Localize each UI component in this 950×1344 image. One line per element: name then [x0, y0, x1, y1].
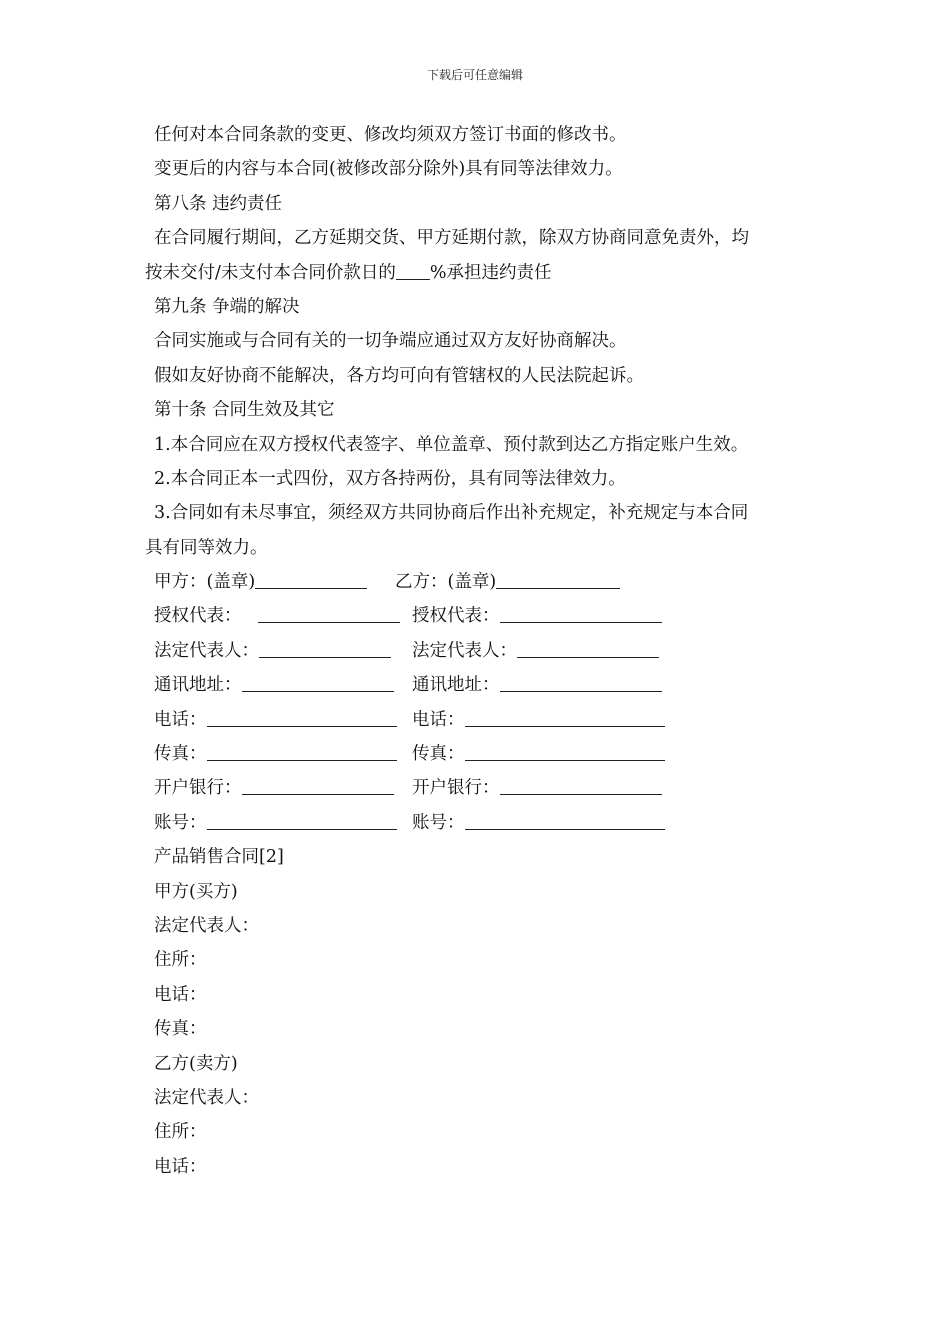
- page-header: 下载后可任意编辑: [426, 68, 523, 82]
- article-9-title: 第九条 争端的解决: [154, 296, 300, 317]
- paragraph-amendment: 任何对本合同条款的变更、修改均须双方签订书面的修改书。: [154, 125, 627, 145]
- article-10-title: 第十条 合同生效及其它: [154, 400, 335, 421]
- acct-b-blank: [465, 809, 665, 830]
- article-10-item-1: 1.本合同应在双方授权代表签字、单位盖章、预付款到达乙方指定账户生效。: [154, 434, 749, 455]
- article-8-line-2: [145, 256, 815, 290]
- seller-address: 住所：: [154, 1122, 207, 1143]
- article-9-paragraph-2: 假如友好协商不能解决，各方均可向有管辖权的人民法院起诉。: [154, 365, 644, 386]
- legal-a-blank: [259, 637, 391, 658]
- signature-row-account: [145, 806, 815, 840]
- buyer-address: 住所：: [154, 950, 207, 971]
- tel-a-label: 电话：: [154, 709, 207, 730]
- legal-b-blank: [517, 637, 659, 658]
- addr-a-blank: [242, 671, 394, 692]
- article-10-item-3-line-1: 3.合同如有未尽事宜，须经双方共同协商后作出补充规定，补充规定与本合同: [154, 503, 749, 524]
- buyer-fax: 传真：: [154, 1019, 207, 1040]
- article-9-paragraph-1: 合同实施或与合同有关的一切争端应通过双方友好协商解决。: [154, 331, 627, 352]
- addr-a-label: 通讯地址：: [154, 675, 242, 696]
- seller-legal-rep: 法定代表人：: [154, 1087, 259, 1108]
- signature-row-legal: [145, 634, 815, 668]
- fax-a-blank: [207, 740, 397, 761]
- party-a-label: 甲方：(盖章): [154, 572, 256, 593]
- buyer-tel: 电话：: [154, 984, 207, 1005]
- signature-row-tel: [145, 703, 815, 737]
- acct-a-label: 账号：: [154, 812, 207, 833]
- rep-b-blank: [500, 602, 662, 623]
- bank-a-blank: [242, 774, 394, 795]
- acct-a-blank: [207, 809, 397, 830]
- bank-b-blank: [500, 774, 662, 795]
- rep-b-label: 授权代表：: [412, 606, 500, 627]
- addr-b-label: 通讯地址：: [412, 675, 500, 696]
- signature-row-fax: [145, 737, 815, 771]
- buyer-legal-rep: 法定代表人：: [154, 915, 259, 936]
- document-body: [145, 118, 815, 1184]
- bank-b-label: 开户银行：: [412, 778, 500, 799]
- contract-2-title: 产品销售合同[2]: [154, 847, 284, 868]
- tel-b-blank: [465, 706, 665, 727]
- acct-b-label: 账号：: [412, 812, 465, 833]
- bank-a-label: 开户银行：: [154, 778, 242, 799]
- signature-row-address: [145, 668, 815, 702]
- party-b-label: 乙方：(盖章): [395, 572, 497, 593]
- article-10-item-3-line-2: 具有同等效力。: [145, 537, 268, 558]
- party-a-blank: [255, 568, 367, 589]
- article-8-title: 第八条 违约责任: [154, 193, 283, 214]
- article-8-line-2-text-b: %承担违约责任: [429, 262, 552, 283]
- seller-tel: 电话：: [154, 1156, 207, 1177]
- article-8-line-2-text-a: 按未交付/未支付本合同价款日的: [145, 262, 396, 283]
- rep-a-label: 授权代表：: [154, 606, 242, 627]
- buyer-heading: 甲方(买方): [154, 881, 238, 902]
- fax-b-blank: [465, 740, 665, 761]
- fax-a-label: 传真：: [154, 744, 207, 765]
- legal-a-label: 法定代表人：: [154, 640, 259, 661]
- signature-row-party: [145, 565, 815, 599]
- tel-a-blank: [207, 706, 397, 727]
- signature-row-bank: [145, 771, 815, 805]
- article-10-item-2: 2.本合同正本一式四份，双方各持两份，具有同等法律效力。: [154, 468, 626, 489]
- signature-row-rep: [145, 599, 815, 633]
- tel-b-label: 电话：: [412, 709, 465, 730]
- article-8-line-1: 在合同履行期间，乙方延期交货、甲方延期付款，除双方协商同意免责外，均: [154, 228, 749, 249]
- addr-b-blank: [500, 671, 662, 692]
- percent-blank: [396, 259, 430, 280]
- fax-b-label: 传真：: [412, 744, 465, 765]
- paragraph-amendment-effect: 变更后的内容与本合同(被修改部分除外)具有同等法律效力。: [154, 159, 623, 180]
- party-b-blank: [496, 568, 620, 589]
- rep-a-blank: [258, 602, 400, 623]
- legal-b-label: 法定代表人：: [412, 640, 517, 661]
- seller-heading: 乙方(卖方): [154, 1053, 238, 1074]
